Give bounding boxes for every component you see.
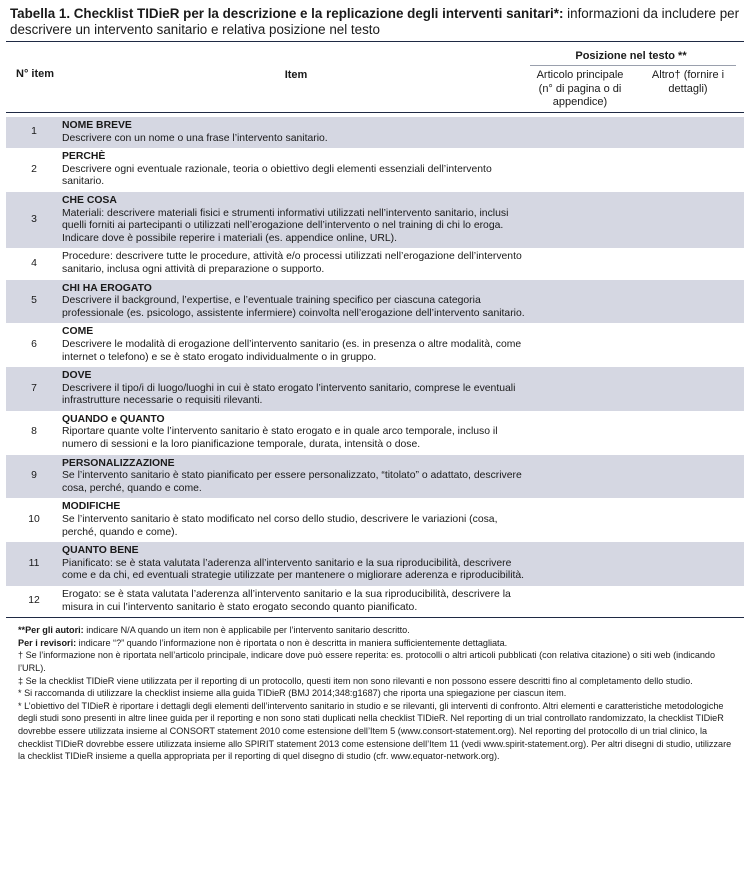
row-description: Procedure: descrivere tutte le procedure, attività e/o processi utilizzati nell’erogazione dell’intervento sanitario, inclusa ogni attività di preparazione o supporto. — [62, 251, 522, 275]
row-number: 9 — [31, 470, 37, 482]
table-row — [6, 367, 744, 411]
row-description: Se l’intervento sanitario è stato pianificato per essere personalizzato, “titolato” o adattato, descrivere cosa, perché, quando e come. — [62, 470, 522, 494]
table-row — [6, 323, 744, 367]
row-number: 3 — [31, 213, 37, 225]
row-heading: QUANDO e QUANTO — [62, 413, 165, 425]
row-number: 4 — [31, 257, 37, 269]
table-row — [6, 411, 744, 455]
row-description: Descrivere il background, l’expertise, e l’eventuale training specifico per ciascuna categoria professionale (es. psicologo, assistente infermiere) coinvolta nell’erogazione dell’intervento sanitario. — [62, 295, 525, 319]
footnote-authors-label: **Per gli autori: — [18, 625, 84, 636]
row-heading: CHE COSA — [62, 194, 117, 206]
footnote-dagger: † Se l’informazione non è riportata nell’articolo principale, indicare dove può essere reperita: es. protocolli o altri articoli pubblicati (con relativa citazione) o siti web (indicando l’URL). — [18, 650, 716, 673]
footnote-authors — [18, 624, 740, 637]
row-description: Descrivere il tipo/i di luogo/luoghi in cui è stato erogato l’intervento sanitario, comprese le eventuali infrastrutture necessarie o requisiti rilevanti. — [62, 382, 516, 407]
row-heading: NOME BREVE — [62, 120, 132, 131]
row-number: 6 — [31, 338, 37, 350]
row-number: 10 — [28, 514, 40, 526]
row-description: Descrivere ogni eventuale razionale, teoria o obiettivo degli elementi essenziali dell’intervento sanitario. — [62, 163, 492, 188]
table-row — [6, 148, 744, 192]
footnote-reviewers-label: Per i revisori: — [18, 637, 77, 648]
row-number: 5 — [31, 295, 37, 307]
footnote-double-dagger: ‡ Se la checklist TIDieR viene utilizzata per il reporting di un protocollo, questi item non sono rilevanti e non possono essere descritti fino al completamento dello studio. — [18, 675, 693, 686]
table-row — [6, 542, 744, 586]
footnote-reviewers-text: indicare “?” quando l’informazione non è riportata o non è descritta in maniera sufficientemente dettagliata. — [76, 637, 508, 648]
row-description: Descrivere le modalità di erogazione dell’intervento sanitario (es. in presenza o altre modalità, come internet o telefono) e se è stato erogato individualmente o in gruppo. — [62, 338, 522, 363]
row-description: Erogato: se è stata valutata l’aderenza all’intervento sanitario e la sua riproducibilità, descrivere la misura in cui l’intervento sanitario è stato erogato secondo quanto pianificato. — [62, 589, 511, 613]
row-description: Descrivere con un nome o una frase l’intervento sanitario. — [62, 132, 328, 144]
header-altro: Altro† (fornire i dettagli) — [651, 69, 725, 95]
row-heading: DOVE — [62, 370, 92, 382]
header-item: Item — [284, 69, 308, 81]
row-heading: PERCHÈ — [62, 151, 106, 163]
footnote-guide: * Si raccomanda di utilizzare la checklist insieme alla guida TIDieR (BMJ 2014;348:g1687) che riporta una spiegazione per ciascun item. — [18, 688, 567, 699]
row-heading: COME — [62, 326, 94, 338]
table-row — [6, 455, 744, 499]
table-row — [6, 117, 744, 148]
table-row — [6, 248, 744, 279]
table-title — [6, 6, 744, 42]
table-header — [6, 42, 744, 113]
table-page — [6, 0, 744, 763]
footnote-authors-text: indicare N/A quando un item non è applicabile per l’intervento sanitario descritto. — [83, 625, 410, 636]
table-row — [6, 586, 744, 617]
row-number: 7 — [31, 382, 37, 394]
footnotes — [6, 618, 744, 763]
row-description: Riportare quante volte l’intervento sanitario è stato erogato e in quale arco temporale, incluso il numero di sessioni e la loro pianificazione temporale, durata, intensità o dose. — [62, 426, 498, 451]
table-row — [6, 498, 744, 542]
row-description: Pianificato: se è stata valutata l’aderenza all’intervento sanitario e la sua riproducibilità, descrivere come e da chi, ed eventuali strategie utilizzate per mantenere o migliorare aderenza e riproducibilità. — [62, 557, 525, 582]
row-number: 2 — [31, 163, 37, 175]
row-description: Se l’intervento sanitario è stato modificato nel corso dello studio, descrivere le variazioni (cosa, perché, quando e come). — [62, 514, 498, 538]
table-title-bold: Tabella 1. Checklist TIDieR per la descrizione e la replicazione degli interventi sanitari*: — [10, 6, 564, 21]
row-heading: PERSONALIZZAZIONE — [62, 457, 175, 469]
row-number: 12 — [28, 595, 40, 607]
footnote-reviewers — [18, 637, 740, 650]
header-articolo: Articolo principale (n° di pagina o di appendice) — [536, 69, 624, 108]
header-n-item: N° item — [16, 68, 55, 80]
row-heading: QUANTO BENE — [62, 545, 139, 557]
row-description: Materiali: descrivere materiali fisici e strumenti informativi utilizzati nell’intervento sanitario, inclusi quelli forniti ai partecipanti o utilizzati nell’erogazione dell’intervento o nel training di chi lo eroga. Indicare dove è possibile reperire i materiali (es. appendice online, URL). — [62, 207, 509, 244]
row-heading: MODIFICHE — [62, 501, 121, 513]
table-row — [6, 280, 744, 324]
footnote-objective: * L’obiettivo del TIDieR è riportare i dettagli degli elementi dell’intervento sanitario in studio e se rilevanti, gli interventi di confronto. Altri elementi e caratteristiche metodologiche degli studi sono presenti in altre linee guida per il reporting e non sono stati duplicati nella checklist TIDieR. Nel reporting di un trial controllato randomizzato, la checklist TIDieR dovrebbe essere utilizzata insieme al CONSORT statement 2010 come estensione dell’Item 5 (www.consort-statement.org). Nel reporting del protocollo di un trial clinico, la checklist TIDieR dovrebbe essere utilizzata insieme allo SPIRIT statement 2013 come estensione dell’Item 11 (vedi www.spirit-statement.org). Per altri disegni di studio, utilizzare la checklist TIDieR insieme a quella appropriata per il reporting di quel disegno di studio (cfr. www.equator-network.org). — [18, 700, 732, 762]
row-number: 1 — [31, 126, 37, 138]
table-row — [6, 192, 744, 248]
table-body — [6, 117, 744, 618]
header-divider — [530, 65, 736, 66]
row-number: 8 — [31, 426, 37, 438]
row-heading: CHI HA EROGATO — [62, 282, 152, 294]
header-posizione: Posizione nel testo ** — [575, 50, 687, 62]
row-number: 11 — [28, 557, 40, 569]
table-title-normal: informazioni da includere per descrivere un intervento sanitario e relativa posizione nel testo — [10, 6, 740, 37]
